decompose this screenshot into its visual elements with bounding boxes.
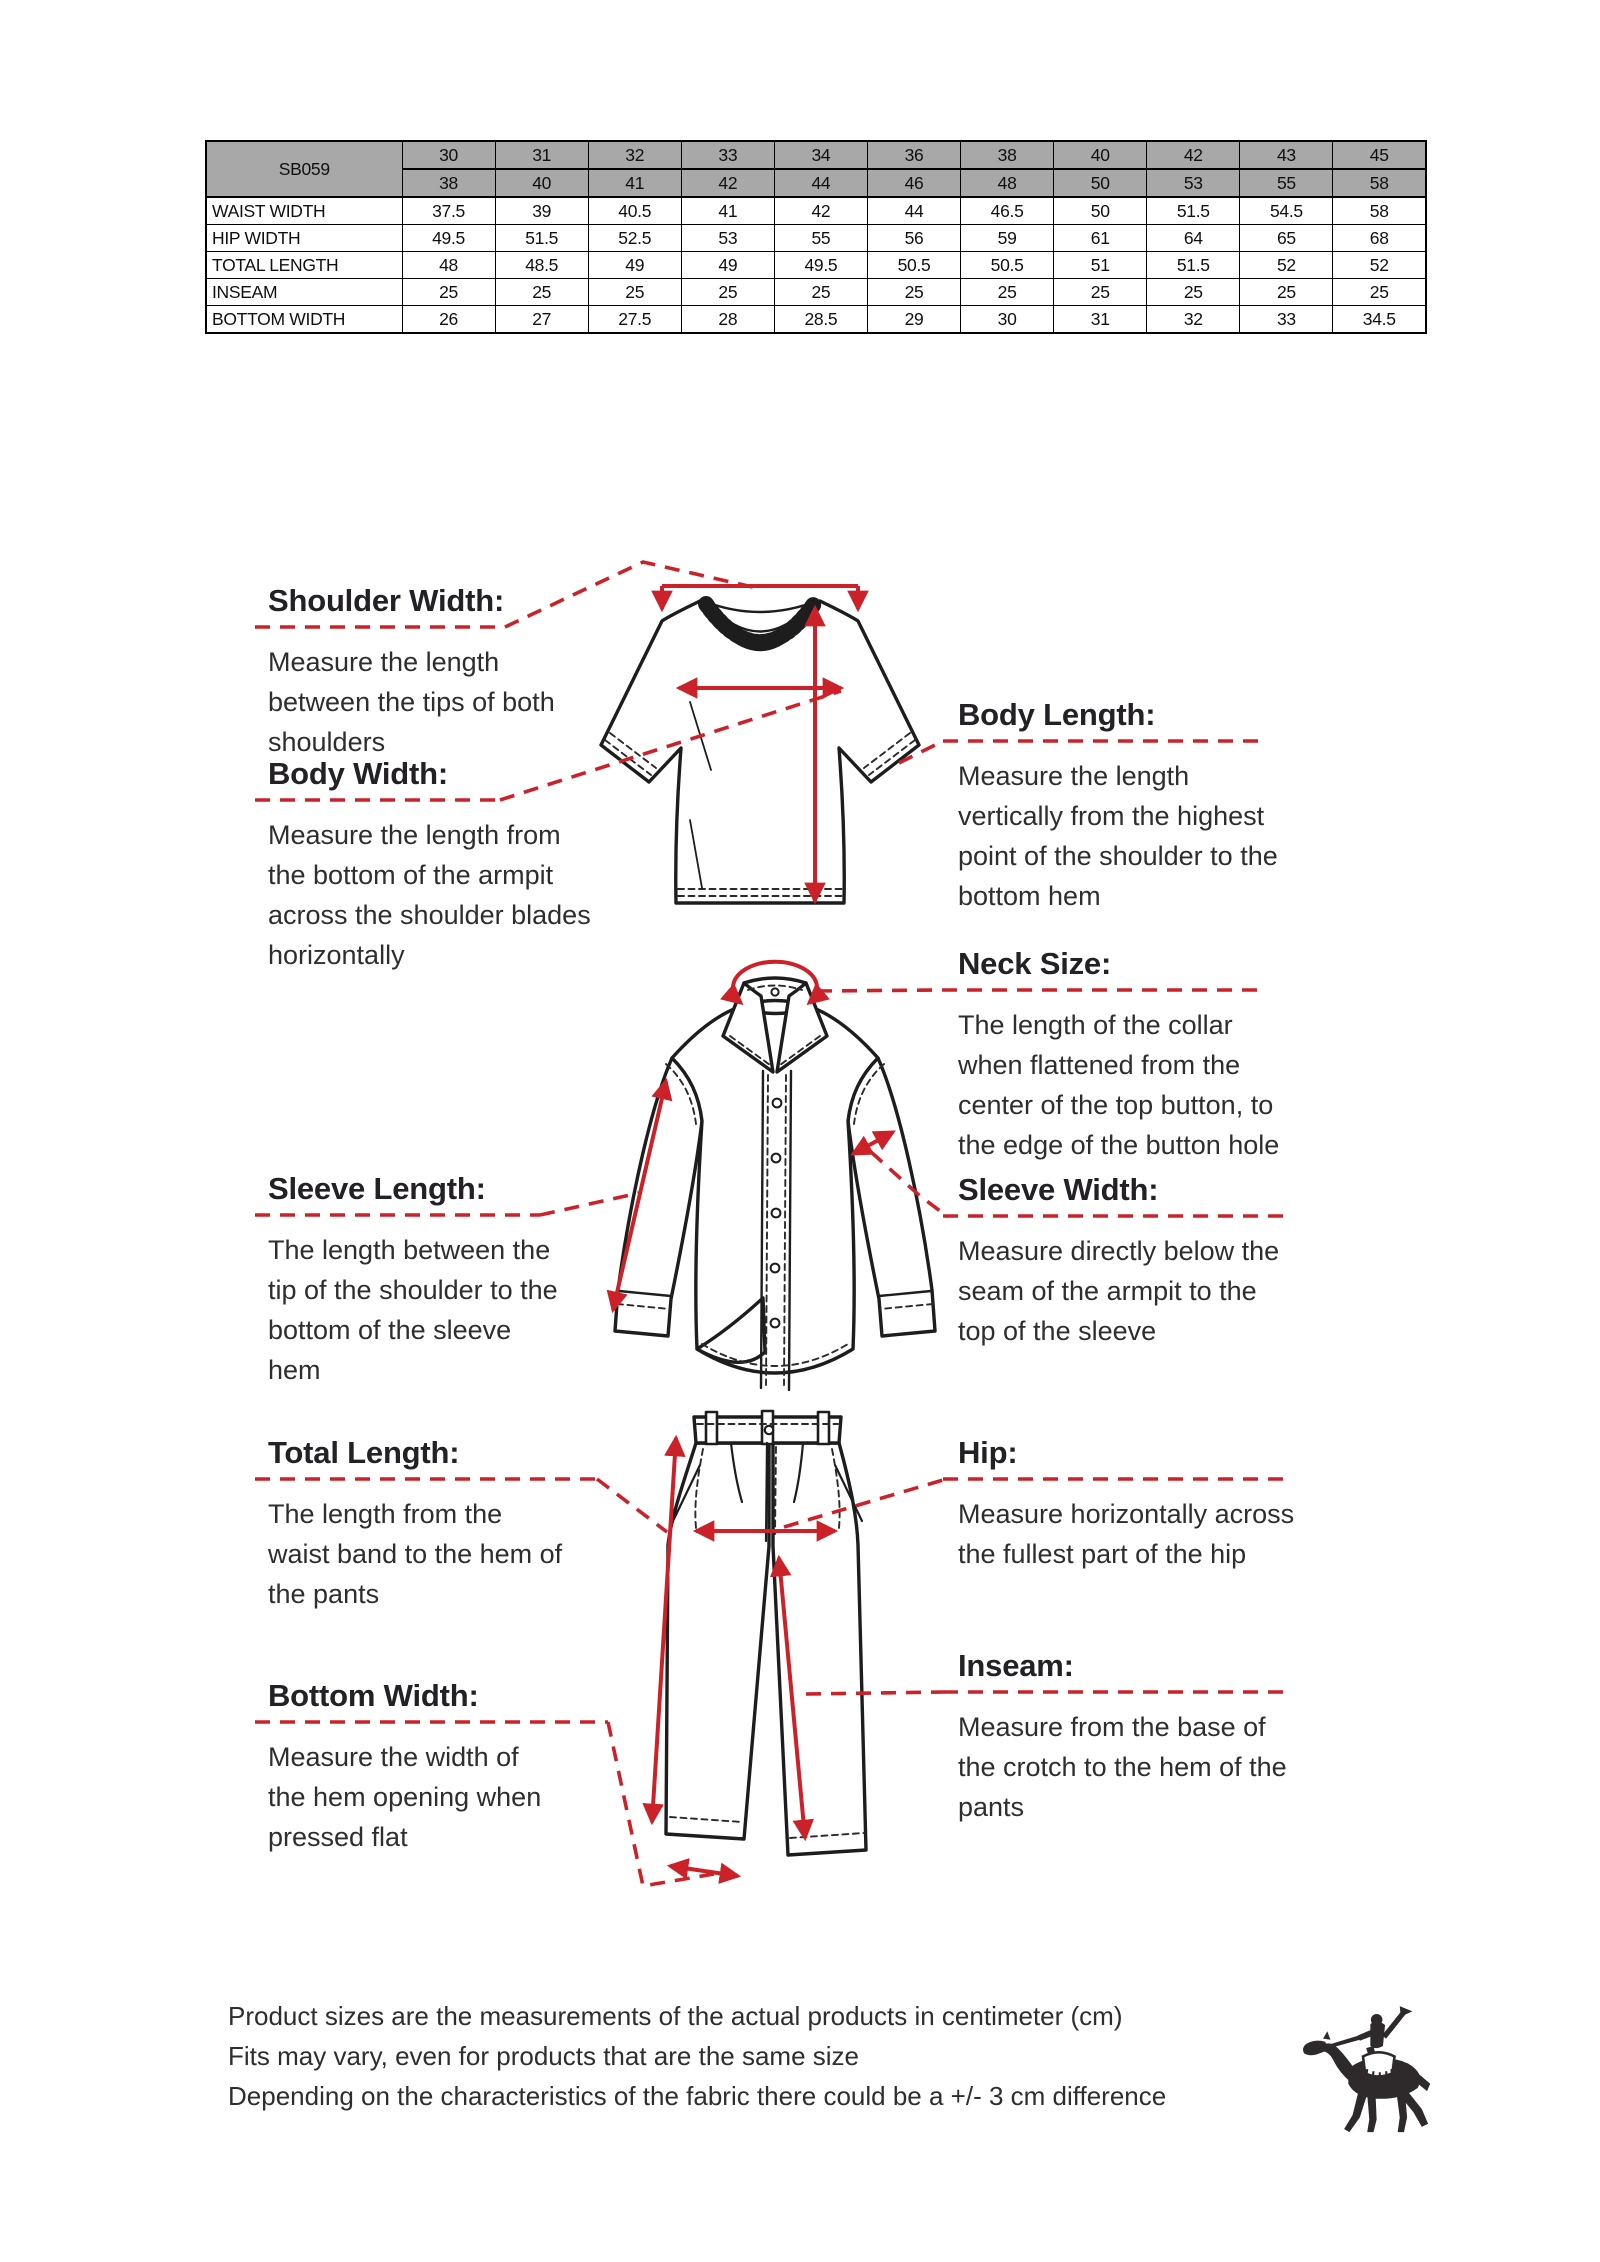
measurement-value: 64 xyxy=(1147,225,1240,252)
shirt-diagram xyxy=(615,978,935,1390)
shoulder-width-heading: Shoulder Width: xyxy=(268,583,505,618)
footer-line-2: Fits may vary, even for products that are the same size xyxy=(228,2041,859,2071)
measurement-value: 25 xyxy=(1240,279,1333,306)
measurement-value: 49 xyxy=(681,252,774,279)
measurement-value: 50 xyxy=(1054,197,1147,225)
measurement-label: INSEAM xyxy=(206,279,402,306)
body-width-heading: Body Width: xyxy=(268,756,449,791)
measurement-value: 25 xyxy=(402,279,495,306)
size-table xyxy=(205,140,1427,334)
measurement-value: 25 xyxy=(1333,279,1426,306)
total-length-description: The length from the waist band to the hem of the pants xyxy=(268,1499,563,1609)
measurement-label: BOTTOM WIDTH xyxy=(206,306,402,334)
measurement-value: 48.5 xyxy=(495,252,588,279)
sleeve-width-description: Measure directly below the seam of the armpit to the top of the sleeve xyxy=(958,1236,1280,1346)
measurement-value: 37.5 xyxy=(402,197,495,225)
measurement-value: 27 xyxy=(495,306,588,334)
size-header-cell: 58 xyxy=(1333,169,1426,197)
size-header-cell: 48 xyxy=(961,169,1054,197)
body-width-description: Measure the length from the bottom of the armpit across the shoulder blades horizontally xyxy=(268,820,591,970)
sleeve-length-heading: Sleeve Length: xyxy=(268,1171,486,1206)
measurement-value: 29 xyxy=(867,306,960,334)
measurement-value: 33 xyxy=(1240,306,1333,334)
size-header-cell: 44 xyxy=(774,169,867,197)
measurement-value: 39 xyxy=(495,197,588,225)
sleeve-width-annotation xyxy=(958,1174,1296,1351)
inseam-heading: Inseam: xyxy=(958,1648,1074,1683)
measurement-value: 25 xyxy=(1054,279,1147,306)
size-header-cell: 38 xyxy=(961,141,1054,169)
measurement-value: 31 xyxy=(1054,306,1147,334)
measurement-value: 58 xyxy=(1333,197,1426,225)
measurement-value: 52 xyxy=(1240,252,1333,279)
measurement-value: 56 xyxy=(867,225,960,252)
inseam-annotation xyxy=(958,1650,1296,1827)
measurement-value: 49.5 xyxy=(402,225,495,252)
measurement-value: 25 xyxy=(495,279,588,306)
size-header-cell: 34 xyxy=(774,141,867,169)
size-table-section xyxy=(205,140,1427,334)
measurement-row xyxy=(206,252,1426,279)
body-width-annotation xyxy=(268,758,604,975)
size-header-cell: 50 xyxy=(1054,169,1147,197)
measurement-value: 44 xyxy=(867,197,960,225)
size-table-head xyxy=(206,141,1426,197)
size-table-body xyxy=(206,197,1426,333)
size-header-cell: 46 xyxy=(867,169,960,197)
measurement-value: 25 xyxy=(774,279,867,306)
measurement-value: 28.5 xyxy=(774,306,867,334)
measurement-value: 50.5 xyxy=(961,252,1054,279)
size-header-cell: 45 xyxy=(1333,141,1426,169)
tshirt-back-collar xyxy=(706,602,814,612)
measurement-row xyxy=(206,306,1426,334)
size-header-cell: 38 xyxy=(402,169,495,197)
body-length-heading: Body Length: xyxy=(958,697,1156,732)
measurement-value: 53 xyxy=(681,225,774,252)
measurement-value: 25 xyxy=(1147,279,1240,306)
size-header-cell: 33 xyxy=(681,141,774,169)
measurement-value: 48 xyxy=(402,252,495,279)
hip-annotation xyxy=(958,1437,1296,1574)
size-header-cell: 43 xyxy=(1240,141,1333,169)
measurement-value: 51.5 xyxy=(1147,197,1240,225)
footer-line-1: Product sizes are the measurements of the actual products in centimeter (cm) xyxy=(228,2001,1123,2031)
size-header-cell: 36 xyxy=(867,141,960,169)
measurement-value: 25 xyxy=(867,279,960,306)
size-header-cell: 31 xyxy=(495,141,588,169)
sleeve-length-annotation xyxy=(268,1173,563,1390)
measurement-value: 68 xyxy=(1333,225,1426,252)
measurement-value: 52 xyxy=(1333,252,1426,279)
size-header-cell: 41 xyxy=(588,169,681,197)
size-header-cell: 53 xyxy=(1147,169,1240,197)
body-length-annotation xyxy=(958,699,1296,916)
measurement-value: 59 xyxy=(961,225,1054,252)
measurement-value: 42 xyxy=(774,197,867,225)
camel-rider-logo-icon xyxy=(1303,2006,1430,2132)
measurement-label: TOTAL LENGTH xyxy=(206,252,402,279)
pants-button xyxy=(765,1426,773,1434)
measurement-value: 28 xyxy=(681,306,774,334)
measurement-value: 46.5 xyxy=(961,197,1054,225)
inseam-description: Measure from the base of the crotch to the hem of the pants xyxy=(958,1712,1287,1822)
measurement-value: 49.5 xyxy=(774,252,867,279)
pants-diagram xyxy=(666,1411,866,1855)
measurement-row xyxy=(206,279,1426,306)
measurement-value: 41 xyxy=(681,197,774,225)
measurement-value: 30 xyxy=(961,306,1054,334)
measurement-value: 40.5 xyxy=(588,197,681,225)
measurement-value: 25 xyxy=(961,279,1054,306)
bottom-width-heading: Bottom Width: xyxy=(268,1678,479,1713)
size-header-cell: 40 xyxy=(495,169,588,197)
neck-size-annotation xyxy=(958,948,1296,1165)
measurement-value: 50.5 xyxy=(867,252,960,279)
hip-description: Measure horizontally across the fullest part of the hip xyxy=(958,1499,1295,1569)
size-header-cell: 30 xyxy=(402,141,495,169)
body-length-description: Measure the length vertically from the highest point of the shoulder to the bottom hem xyxy=(958,761,1278,911)
measurement-row xyxy=(206,197,1426,225)
measurement-value: 49 xyxy=(588,252,681,279)
product-code-cell: SB059 xyxy=(206,141,402,197)
size-header-cell: 40 xyxy=(1054,141,1147,169)
measurement-value: 25 xyxy=(681,279,774,306)
shoulder-width-annotation xyxy=(268,585,604,762)
measurement-value: 55 xyxy=(774,225,867,252)
size-header-cell: 42 xyxy=(681,169,774,197)
measurement-value: 52.5 xyxy=(588,225,681,252)
measurement-value: 51.5 xyxy=(1147,252,1240,279)
footer-disclaimer xyxy=(228,1996,1166,2116)
sleeve-width-heading: Sleeve Width: xyxy=(958,1172,1159,1207)
total-length-heading: Total Length: xyxy=(268,1435,460,1470)
size-header-cell: 42 xyxy=(1147,141,1240,169)
total-length-annotation xyxy=(268,1437,563,1614)
shoulder-width-description: Measure the length between the tips of both shoulders xyxy=(268,647,555,757)
hip-heading: Hip: xyxy=(958,1435,1018,1470)
measurement-value: 61 xyxy=(1054,225,1147,252)
footer-line-3: Depending on the characteristics of the fabric there could be a +/- 3 cm difference xyxy=(228,2081,1167,2111)
measurement-value: 51.5 xyxy=(495,225,588,252)
measurement-value: 26 xyxy=(402,306,495,334)
neck-size-heading: Neck Size: xyxy=(958,946,1112,981)
bottom-width-description: Measure the width of the hem opening when pressed flat xyxy=(268,1742,542,1852)
measurement-value: 25 xyxy=(588,279,681,306)
bottom-width-annotation xyxy=(268,1680,553,1857)
measurement-value: 27.5 xyxy=(588,306,681,334)
measurement-row xyxy=(206,225,1426,252)
sleeve-length-description: The length between the tip of the shoulder to the bottom of the sleeve hem xyxy=(268,1235,558,1385)
measurement-value: 32 xyxy=(1147,306,1240,334)
size-header-cell: 32 xyxy=(588,141,681,169)
total-length-connector xyxy=(597,1479,667,1532)
measurement-value: 65 xyxy=(1240,225,1333,252)
neck-size-description: The length of the collar when flattened from the center of the top button, to the edge of the button hole xyxy=(958,1010,1280,1160)
measurement-label: HIP WIDTH xyxy=(206,225,402,252)
measurement-label: WAIST WIDTH xyxy=(206,197,402,225)
measurement-value: 54.5 xyxy=(1240,197,1333,225)
measurement-value: 51 xyxy=(1054,252,1147,279)
measurement-value: 34.5 xyxy=(1333,306,1426,334)
size-header-row-top xyxy=(206,141,1426,169)
size-header-cell: 55 xyxy=(1240,169,1333,197)
